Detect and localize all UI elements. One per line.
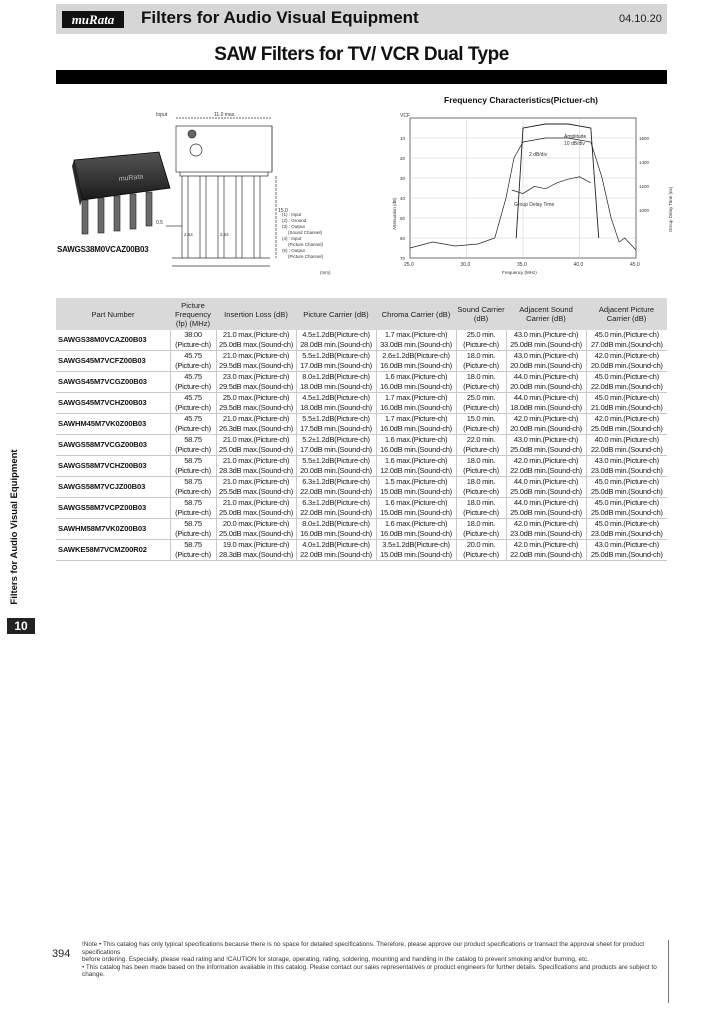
spec-cell: 1.7 max.(Picture-ch) — [376, 393, 456, 404]
th-chroma-carrier: Chroma Carrier (dB) — [381, 309, 451, 319]
spec-cell: 21.0 max.(Picture-ch) — [216, 477, 296, 488]
annot-2db: 2 dB/div — [529, 152, 548, 158]
catalog-date: 04.10.20 — [619, 13, 662, 25]
spec-cell: 16.0dB min.(Sound-ch) — [376, 403, 456, 414]
spec-cell: 21.0 max.(Picture-ch) — [216, 414, 296, 425]
spec-cell: 16.0dB min.(Sound-ch) — [376, 424, 456, 435]
part-number-cell: SAWGS58M7VCPZ00B03 — [56, 498, 170, 519]
annot-group-delay: Group Delay Time — [514, 202, 555, 208]
spec-cell: 17.0dB min.(Sound-ch) — [296, 445, 376, 456]
spec-cell: 42.0 min.(Picture-ch) — [506, 414, 586, 425]
table-row — [56, 456, 667, 467]
spec-cell: 6.3±1.2dB(Picture-ch) — [296, 498, 376, 509]
spec-cell: 44.0 min.(Picture-ch) — [506, 498, 586, 509]
spec-cell: 18.0 min. — [456, 351, 506, 362]
spec-cell: 42.0 min.(Picture-ch) — [586, 351, 667, 362]
x-tick-label: 30.0 — [460, 262, 471, 268]
series-line-2 — [512, 177, 591, 194]
spec-cell: 15.0dB min.(Sound-ch) — [376, 508, 456, 519]
spec-cell: 42.0 min.(Picture-ch) — [506, 519, 586, 530]
dim-top-width: 11.0 max. — [214, 112, 236, 118]
th-insertion-loss: Insertion Loss (dB) — [224, 309, 288, 319]
spec-cell: 20.0dB min.(Sound-ch) — [296, 466, 376, 477]
spec-cell: 22.0dB min.(Sound-ch) — [296, 508, 376, 519]
spec-cell: 45.75 — [170, 351, 216, 362]
spec-cell: 5.5±1.2dB(Picture-ch) — [296, 414, 376, 425]
spec-cell: 16.0dB min.(Sound-ch) — [376, 445, 456, 456]
table-row — [56, 372, 667, 383]
spec-cell: 42.0 min.(Picture-ch) — [506, 540, 586, 551]
spec-cell: 4.5±1.2dB(Picture-ch) — [296, 330, 376, 340]
table-row — [56, 498, 667, 509]
spec-cell: 25.0dB min.(Sound-ch) — [586, 487, 667, 498]
table-row — [56, 477, 667, 488]
spec-cell: 58.75 — [170, 498, 216, 509]
product-part-label: SAWGS38M0VCAZ00B03 — [57, 245, 149, 254]
table-row — [56, 519, 667, 530]
spec-cell: 42.0 min.(Picture-ch) — [586, 414, 667, 425]
spec-cell: (Picture-ch) — [170, 361, 216, 372]
spec-cell: 27.0dB min.(Sound-ch) — [586, 340, 667, 351]
part-number-cell: SAWGS58M7VCGZ00B03 — [56, 435, 170, 456]
table-row — [56, 393, 667, 404]
spec-cell: 25.0dB min.(Sound-ch) — [506, 487, 586, 498]
spec-cell: 25.0dB max.(Sound-ch) — [216, 340, 296, 351]
spec-cell: 22.0dB min.(Sound-ch) — [506, 466, 586, 477]
spec-cell: 25.0dB min.(Sound-ch) — [506, 508, 586, 519]
spec-cell: 28.3dB max.(Sound-ch) — [216, 550, 296, 561]
chart-title: Frequency Characteristics(Pictuer-ch) — [444, 95, 598, 105]
y-left-tick-label: 60 — [400, 236, 406, 241]
spec-cell: (Picture-ch) — [456, 424, 506, 435]
spec-cell: 25.0dB max.(Sound-ch) — [216, 445, 296, 456]
dim-pitch-2: 2.54 — [220, 232, 229, 237]
murata-logo: muRata — [62, 11, 124, 28]
dim-pin-5b: (Picture Channel) — [288, 254, 324, 259]
dim-pin-5: (5) : Output — [282, 248, 305, 253]
spec-cell: 25.0dB max.(Sound-ch) — [216, 508, 296, 519]
dim-pin-1: (1) : Input — [282, 212, 302, 217]
title-band — [56, 70, 667, 84]
th-picture-frequency: Picture Frequency (fp) (MHz) — [175, 300, 211, 328]
spec-cell: 25.0 min. — [456, 330, 506, 340]
spec-cell: 1.7 max.(Picture-ch) — [376, 414, 456, 425]
spec-cell: 45.75 — [170, 372, 216, 383]
dim-pin-4: (4) : Input — [282, 236, 302, 241]
spec-cell: 5.5±1.2dB(Picture-ch) — [296, 351, 376, 362]
spec-cell: 18.0dB min.(Sound-ch) — [296, 403, 376, 414]
spec-cell: 45.75 — [170, 393, 216, 404]
dim-pitch-1: 2.54 — [184, 232, 193, 237]
side-section-label: Filters for Audio Visual Equipment — [9, 449, 20, 605]
spec-cell: 22.0dB min.(Sound-ch) — [586, 382, 667, 393]
spec-cell: 23.0 max.(Picture-ch) — [216, 372, 296, 383]
spec-cell: 4.0±1.2dB(Picture-ch) — [296, 540, 376, 551]
spec-cell: (Picture-ch) — [456, 466, 506, 477]
spec-cell: 29.5dB max.(Sound-ch) — [216, 403, 296, 414]
spec-cell: 18.0dB min.(Sound-ch) — [506, 403, 586, 414]
footnote-line: before ordering. Especially, please read rating and !CAUTION for storage, operating, rating, soldering, mounting and handling in the catalog to prevent smoking and/or burning, etc. — [82, 956, 589, 964]
dim-left: 0.5 — [156, 220, 163, 226]
spec-cell: 45.0 min.(Picture-ch) — [586, 498, 667, 509]
spec-cell: 42.0 min.(Picture-ch) — [506, 456, 586, 467]
spec-cell: 28.3dB max.(Sound-ch) — [216, 466, 296, 477]
spec-cell: 25.0dB min.(Sound-ch) — [586, 508, 667, 519]
annot-amplitude: Amplitude — [564, 134, 587, 140]
spec-cell: 20.0dB min.(Sound-ch) — [506, 361, 586, 372]
spec-cell: 16.0dB min.(Sound-ch) — [376, 529, 456, 540]
spec-cell: 1.6 max.(Picture-ch) — [376, 435, 456, 446]
page-title: SAW Filters for TV/ VCR Dual Type — [214, 44, 509, 65]
spec-cell: 23.0dB min.(Sound-ch) — [506, 529, 586, 540]
page-number: 394 — [52, 948, 71, 960]
spec-cell: 23.0dB min.(Sound-ch) — [586, 466, 667, 477]
spec-cell: (Picture-ch) — [170, 403, 216, 414]
table-row — [56, 540, 667, 551]
spec-cell: (Picture-ch) — [456, 403, 506, 414]
spec-cell: 22.0dB min.(Sound-ch) — [296, 550, 376, 561]
spec-cell: 1.5 max.(Picture-ch) — [376, 477, 456, 488]
spec-cell: 17.5dB min.(Sound-ch) — [296, 424, 376, 435]
part-number-cell: SAWGS58M7VCHZ00B03 — [56, 456, 170, 477]
side-section-number: 10 — [7, 618, 35, 634]
chart-ylabel-right: Group Delay Time (ns) — [668, 186, 673, 232]
part-number-cell: SAWGS45M7VCHZ00B03 — [56, 393, 170, 414]
chart-ylabel-left: Attenuation (dB) — [392, 197, 397, 230]
spec-cell: 26.3dB max.(Sound-ch) — [216, 424, 296, 435]
spec-cell: 23.0dB min.(Sound-ch) — [586, 529, 667, 540]
spec-cell: 18.0 min. — [456, 477, 506, 488]
spec-cell: 16.0dB min.(Sound-ch) — [296, 529, 376, 540]
spec-cell: 18.0 min. — [456, 498, 506, 509]
spec-cell: (Picture-ch) — [170, 508, 216, 519]
spec-cell: 20.0dB min.(Sound-ch) — [586, 361, 667, 372]
spec-cell: 21.0 max.(Picture-ch) — [216, 330, 296, 340]
spec-cell: 1.6 max.(Picture-ch) — [376, 372, 456, 383]
spec-cell: (Picture-ch) — [170, 550, 216, 561]
spec-cell: (Picture-ch) — [170, 340, 216, 351]
spec-cell: 15.0dB min.(Sound-ch) — [376, 487, 456, 498]
spec-cell: (Picture-ch) — [456, 550, 506, 561]
spec-cell: 44.0 min.(Picture-ch) — [506, 393, 586, 404]
part-number-cell: SAWKE58M7VCMZ00R02 — [56, 540, 170, 561]
spec-cell: (Picture-ch) — [456, 382, 506, 393]
spec-cell: 15.0dB min.(Sound-ch) — [376, 550, 456, 561]
th-part-number: Part Number — [91, 309, 135, 319]
spec-cell: 40.0 min.(Picture-ch) — [586, 435, 667, 446]
spec-cell: 45.0 min.(Picture-ch) — [586, 330, 667, 340]
y-left-tick-label: 50 — [400, 216, 406, 221]
spec-cell: 25.0 max.(Picture-ch) — [216, 393, 296, 404]
spec-cell: 45.0 min.(Picture-ch) — [586, 477, 667, 488]
dim-input-label: Input — [156, 112, 168, 118]
table-row — [56, 330, 667, 340]
y-left-tick-label: 20 — [400, 156, 406, 161]
y-left-tick-label: 40 — [400, 196, 406, 201]
table-row — [56, 351, 667, 362]
spec-cell: (Picture-ch) — [170, 529, 216, 540]
dimension-drawing — [152, 108, 342, 278]
spec-cell: 22.0 min. — [456, 435, 506, 446]
x-tick-label: 45.0 — [630, 262, 640, 268]
spec-cell: 22.0dB min.(Sound-ch) — [506, 550, 586, 561]
y-right-tick-label: 1200 — [639, 184, 650, 189]
spec-cell: 18.0 min. — [456, 456, 506, 467]
spec-cell: 1.6 max.(Picture-ch) — [376, 519, 456, 530]
spec-cell: 58.75 — [170, 456, 216, 467]
spec-cell: 21.0 max.(Picture-ch) — [216, 498, 296, 509]
spec-cell: 22.0dB min.(Sound-ch) — [296, 487, 376, 498]
footer-divider — [668, 940, 669, 1003]
spec-cell: 25.0dB min.(Sound-ch) — [586, 550, 667, 561]
spec-cell: 21.0dB min.(Sound-ch) — [586, 403, 667, 414]
spec-cell: 25.0dB min.(Sound-ch) — [586, 424, 667, 435]
spec-cell: 44.0 min.(Picture-ch) — [506, 477, 586, 488]
footnote-line: !Note • This catalog has only typical specifications because there is no space for detailed specifications. Therefore, please approve our product specifications or transact the approval sheet for product specifications — [82, 941, 645, 956]
spec-cell: 21.0 max.(Picture-ch) — [216, 456, 296, 467]
spec-cell: 28.0dB min.(Sound-ch) — [296, 340, 376, 351]
spec-cell: 43.0 min.(Picture-ch) — [586, 456, 667, 467]
th-adjacent-picture-carrier: Adjacent Picture Carrier (dB) — [598, 305, 655, 323]
part-number-cell: SAWGS45M7VCFZ00B03 — [56, 351, 170, 372]
spec-cell: (Picture-ch) — [170, 466, 216, 477]
spec-cell: 45.0 min.(Picture-ch) — [586, 519, 667, 530]
dim-pin-4b: (Picture Channel) — [288, 242, 324, 247]
spec-cell: 22.0dB min.(Sound-ch) — [586, 445, 667, 456]
spec-cell: 18.0 min. — [456, 519, 506, 530]
spec-cell: 25.0 min. — [456, 393, 506, 404]
spec-cell: 38.00 — [170, 330, 216, 340]
spec-cell: (Picture-ch) — [170, 424, 216, 435]
dim-unit: (mm) — [320, 270, 331, 275]
y-right-tick-label: 1600 — [639, 136, 650, 141]
spec-cell: 43.0 min.(Picture-ch) — [506, 351, 586, 362]
spec-cell: 16.0dB min.(Sound-ch) — [376, 382, 456, 393]
spec-table — [56, 298, 667, 561]
spec-cell: 43.0 min.(Picture-ch) — [586, 540, 667, 551]
y-left-tick-label: 70 — [400, 256, 406, 261]
spec-cell: 43.0 min.(Picture-ch) — [506, 435, 586, 446]
svg-text:muRata: muRata — [118, 173, 144, 183]
dim-height: 15.0 — [278, 208, 288, 214]
spec-cell: 17.0dB min.(Sound-ch) — [296, 361, 376, 372]
spec-cell: 29.5dB max.(Sound-ch) — [216, 361, 296, 372]
spec-cell: (Picture-ch) — [456, 340, 506, 351]
spec-cell: 5.5±1.2dB(Picture-ch) — [296, 456, 376, 467]
spec-cell: (Picture-ch) — [170, 382, 216, 393]
spec-cell: 21.0 max.(Picture-ch) — [216, 435, 296, 446]
dim-pin-3b: (Sound Channel) — [288, 230, 323, 235]
table-row — [56, 414, 667, 425]
spec-cell: 25.0dB min.(Sound-ch) — [506, 445, 586, 456]
x-tick-label: 40.0 — [573, 262, 584, 268]
footnote-line: • This catalog has been made based on the information available in this catalog. Please contact our sales representatives or product engineers for further details. Specifications and products are subject to change. — [82, 963, 657, 979]
spec-cell: (Picture-ch) — [456, 487, 506, 498]
dim-pin-2: (2) : Ground — [282, 218, 307, 223]
spec-cell: 8.0±1.2dB(Picture-ch) — [296, 372, 376, 383]
spec-cell: 1.6 max.(Picture-ch) — [376, 456, 456, 467]
spec-cell: 45.0 min.(Picture-ch) — [586, 393, 667, 404]
spec-cell: 43.0 min.(Picture-ch) — [506, 330, 586, 340]
dim-pin-3: (3) : Output — [282, 224, 305, 229]
part-number-cell: SAWHM58M7VK0Z00B03 — [56, 519, 170, 540]
spec-cell: (Picture-ch) — [456, 529, 506, 540]
spec-cell: 2.6±1.2dB(Picture-ch) — [376, 351, 456, 362]
chart-xlabel: Frequency (MHz) — [502, 270, 537, 275]
frequency-chart — [392, 108, 674, 278]
part-number-cell: SAWGS38M0VCAZ00B03 — [56, 330, 170, 351]
x-tick-label: 25.0 — [404, 262, 414, 268]
annot-vcf: VCF — [400, 113, 410, 119]
spec-cell: 4.5±1.2dB(Picture-ch) — [296, 393, 376, 404]
spec-cell: 8.0±1.2dB(Picture-ch) — [296, 519, 376, 530]
spec-cell: 58.75 — [170, 540, 216, 551]
part-number-cell: SAWHM45M7VK0Z00B03 — [56, 414, 170, 435]
table-header-row — [56, 298, 667, 330]
spec-cell: 33.0dB min.(Sound-ch) — [376, 340, 456, 351]
spec-cell: 16.0dB min.(Sound-ch) — [376, 361, 456, 372]
spec-cell: (Picture-ch) — [456, 508, 506, 519]
table-row — [56, 435, 667, 446]
spec-cell: 1.7 max.(Picture-ch) — [376, 330, 456, 340]
spec-cell: (Picture-ch) — [170, 445, 216, 456]
spec-cell: 44.0 min.(Picture-ch) — [506, 372, 586, 383]
spec-cell: 5.2±1.2dB(Picture-ch) — [296, 435, 376, 446]
spec-cell: 15.0 min. — [456, 414, 506, 425]
spec-cell: 18.0 min. — [456, 372, 506, 383]
th-picture-carrier: Picture Carrier (dB) — [303, 309, 369, 319]
spec-cell: 20.0 max.(Picture-ch) — [216, 519, 296, 530]
spec-cell: (Picture-ch) — [456, 445, 506, 456]
spec-cell: 25.5dB max.(Sound-ch) — [216, 487, 296, 498]
y-left-tick-label: 10 — [400, 136, 406, 141]
spec-cell: 21.0 max.(Picture-ch) — [216, 351, 296, 362]
y-right-tick-label: 1400 — [639, 160, 650, 165]
th-adjacent-sound-carrier: Adjacent Sound Carrier (dB) — [519, 305, 573, 323]
spec-cell: 6.3±1.2dB(Picture-ch) — [296, 477, 376, 488]
spec-cell: 45.0 min.(Picture-ch) — [586, 372, 667, 383]
y-right-tick-label: 1000 — [639, 208, 650, 213]
spec-cell: 20.0dB min.(Sound-ch) — [506, 424, 586, 435]
th-sound-carrier: Sound Carrier (dB) — [457, 305, 505, 323]
part-number-cell: SAWGS58M7VCJZ00B03 — [56, 477, 170, 498]
spec-cell: 58.75 — [170, 435, 216, 446]
spec-cell: 58.75 — [170, 519, 216, 530]
spec-cell: 58.75 — [170, 477, 216, 488]
part-number-cell: SAWGS45M7VCGZ00B03 — [56, 372, 170, 393]
spec-cell: 20.0dB min.(Sound-ch) — [506, 382, 586, 393]
spec-cell: 45.75 — [170, 414, 216, 425]
spec-cell: (Picture-ch) — [456, 361, 506, 372]
page-category-title: Filters for Audio Visual Equipment — [141, 8, 419, 27]
annot-10db: 10 dB/div — [564, 141, 585, 147]
spec-cell: 19.0 max.(Picture-ch) — [216, 540, 296, 551]
spec-cell: 25.0dB max.(Sound-ch) — [216, 529, 296, 540]
y-left-tick-label: 30 — [400, 176, 406, 181]
spec-cell: (Picture-ch) — [170, 487, 216, 498]
spec-cell: 12.0dB min.(Sound-ch) — [376, 466, 456, 477]
spec-cell: 29.5dB max.(Sound-ch) — [216, 382, 296, 393]
spec-cell: 20.0 min. — [456, 540, 506, 551]
x-tick-label: 35.0 — [517, 262, 527, 268]
spec-cell: 18.0dB min.(Sound-ch) — [296, 382, 376, 393]
spec-cell: 25.0dB min.(Sound-ch) — [506, 340, 586, 351]
spec-cell: 3.5±1.2dB(Picture-ch) — [376, 540, 456, 551]
footnote — [82, 941, 667, 979]
spec-cell: 1.6 max.(Picture-ch) — [376, 498, 456, 509]
